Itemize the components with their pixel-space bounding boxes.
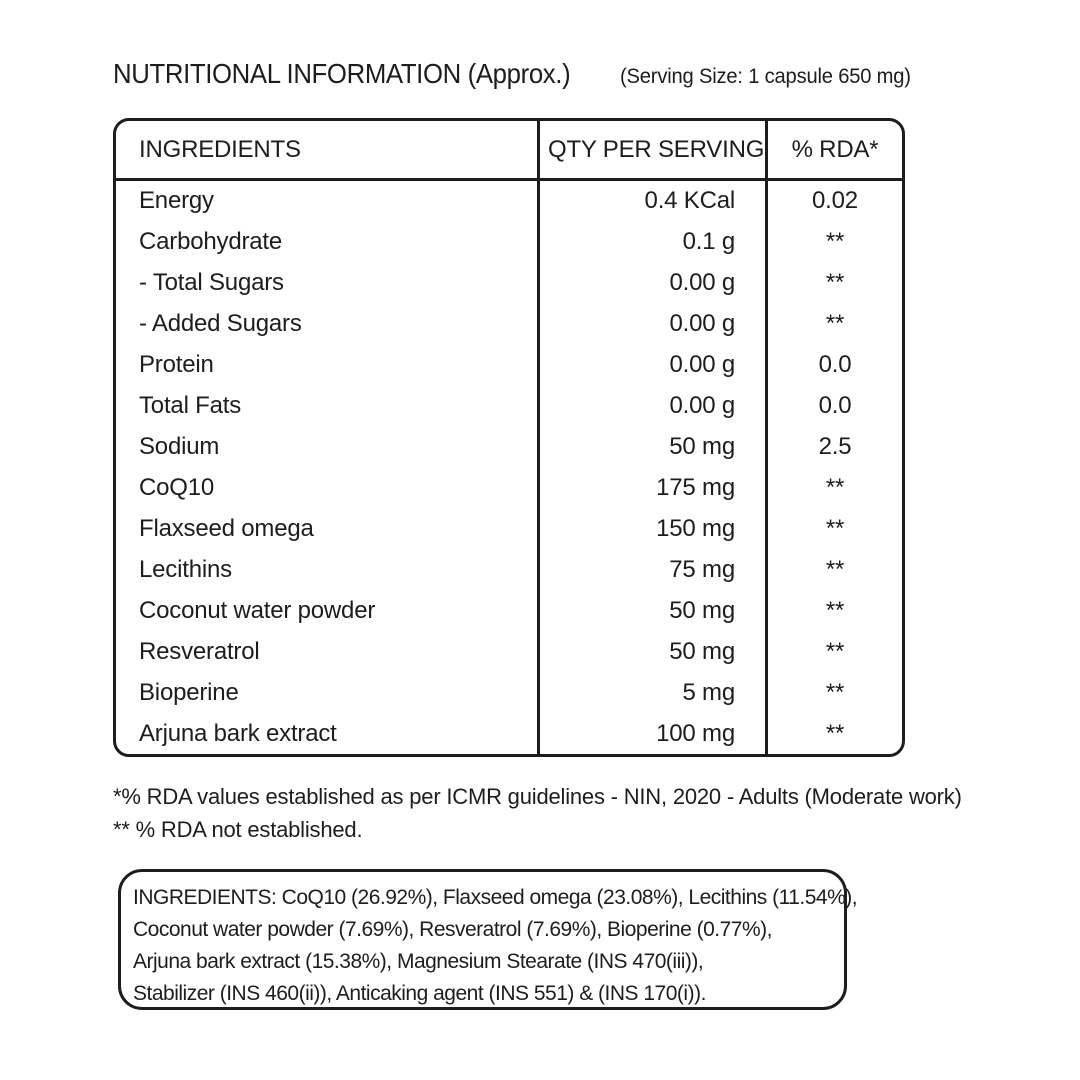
cell-rda: ** <box>825 637 845 665</box>
ingredients-line: Stabilizer (INS 460(ii)), Anticaking agent (INS 551) & (INS 170(i)). <box>133 982 706 1005</box>
cell-qty: 0.1 g <box>537 222 768 263</box>
footnote-rda-not-established: ** % RDA not established. <box>113 817 363 842</box>
cell-rda: ** <box>825 269 845 297</box>
cell-rda: 0.0 <box>818 392 852 420</box>
cell-qty: 0.00 g <box>537 386 768 427</box>
cell-rda: ** <box>825 310 845 338</box>
nutrition-table <box>113 118 905 757</box>
cell-qty: 0.00 g <box>537 263 768 304</box>
serving-size: (Serving Size: 1 capsule 650 mg) <box>620 65 911 88</box>
cell-ingredient: Total Fats <box>139 392 242 420</box>
cell-qty: 150 mg <box>537 508 768 549</box>
header-qty-per-serving: QTY PER SERVING <box>537 121 768 181</box>
cell-ingredient: Carbohydrate <box>139 228 283 256</box>
cell-qty: 50 mg <box>537 427 768 468</box>
cell-qty: 0.4 KCal <box>537 181 768 222</box>
page-title <box>113 58 923 90</box>
cell-ingredient: Resveratrol <box>139 637 260 665</box>
cell-qty: 50 mg <box>537 631 768 672</box>
cell-ingredient: Protein <box>139 351 214 379</box>
cell-ingredient: CoQ10 <box>139 473 215 501</box>
cell-rda: ** <box>825 228 845 256</box>
title-main: NUTRITIONAL INFORMATION (Approx.) <box>113 58 571 89</box>
cell-qty: 75 mg <box>537 549 768 590</box>
cell-rda: ** <box>825 719 845 747</box>
cell-ingredient: Arjuna bark extract <box>139 719 337 747</box>
cell-rda: ** <box>825 596 845 624</box>
header-rda: % RDA* <box>768 121 902 181</box>
cell-ingredient: - Added Sugars <box>139 310 302 338</box>
cell-ingredient: Lecithins <box>139 555 232 583</box>
ingredients-line: Coconut water powder (7.69%), Resveratrol (7.69%), Bioperine (0.77%), <box>133 918 772 941</box>
cell-qty: 5 mg <box>537 672 768 713</box>
ingredients-line: Arjuna bark extract (15.38%), Magnesium Stearate (INS 470(iii)), <box>133 950 704 973</box>
cell-qty: 0.00 g <box>537 345 768 386</box>
cell-rda: 0.02 <box>812 187 858 215</box>
cell-ingredient: - Total Sugars <box>139 269 284 297</box>
cell-rda: ** <box>825 678 845 706</box>
cell-qty: 100 mg <box>537 713 768 754</box>
cell-rda: ** <box>825 514 845 542</box>
cell-ingredient: Bioperine <box>139 678 239 706</box>
cell-ingredient: Energy <box>139 187 214 215</box>
cell-qty: 175 mg <box>537 467 768 508</box>
header-ingredients: INGREDIENTS <box>116 121 537 181</box>
cell-ingredient: Sodium <box>139 433 220 461</box>
ingredients-box <box>118 869 858 1010</box>
cell-rda: 2.5 <box>818 433 852 461</box>
cell-qty: 0.00 g <box>537 304 768 345</box>
cell-rda: ** <box>825 473 845 501</box>
cell-qty: 50 mg <box>537 590 768 631</box>
cell-ingredient: Flaxseed omega <box>139 514 314 542</box>
cell-ingredient: Coconut water powder <box>139 596 376 624</box>
footnotes <box>113 780 962 846</box>
footnote-rda-source: *% RDA values established as per ICMR guidelines - NIN, 2020 - Adults (Moderate work) <box>113 784 962 809</box>
cell-rda: ** <box>825 555 845 583</box>
cell-rda: 0.0 <box>818 351 852 379</box>
ingredients-line: INGREDIENTS: CoQ10 (26.92%), Flaxseed omega (23.08%), Lecithins (11.54%), <box>133 886 858 909</box>
